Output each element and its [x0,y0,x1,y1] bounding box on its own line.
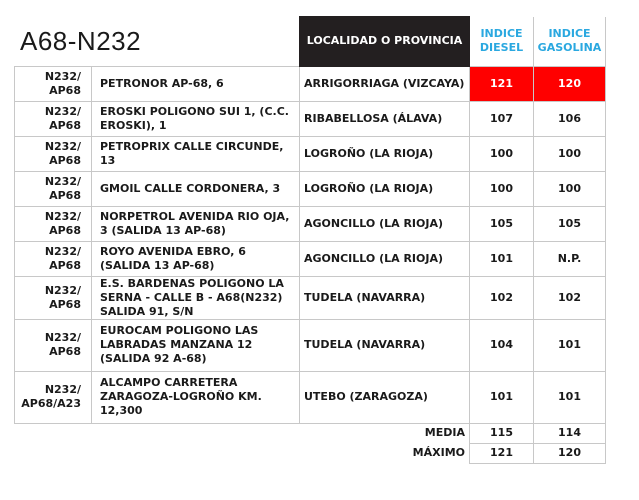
table-row [15,241,606,276]
carretera-cell: N232/ AP68 [15,276,92,319]
estacion-cell: ROYO AVENIDA EBRO, 6 (SALIDA 13 AP-68) [92,241,300,276]
summary-gasolina: 114 [534,423,606,443]
estacion-cell: E.S. BARDENAS POLIGONO LA SERNA - CALLE B - A68(N232) SALIDA 91, S/N [92,276,300,319]
carretera-cell: N232/ AP68 [15,171,92,206]
estacion-cell: PETRONOR AP-68, 6 [92,66,300,101]
localidad-cell: AGONCILLO (LA RIOJA) [300,241,470,276]
table-row [15,319,606,371]
localidad-cell: TUDELA (NAVARRA) [300,319,470,371]
estacion-cell: GMOIL CALLE CORDONERA, 3 [92,171,300,206]
gasolina-cell: 120 [534,66,606,101]
diesel-cell: 101 [470,371,534,423]
estacion-cell: EUROCAM POLIGONO LAS LABRADAS MANZANA 12 (SALIDA 92 A-68) [92,319,300,371]
localidad-cell: LOGROÑO (LA RIOJA) [300,171,470,206]
localidad-cell: LOGROÑO (LA RIOJA) [300,136,470,171]
header-localidad: LOCALIDAD O PROVINCIA [300,17,470,67]
gasolina-cell: 100 [534,171,606,206]
carretera-cell: N232/ AP68 [15,101,92,136]
estacion-cell: EROSKI POLIGONO SUI 1, (C.C. EROSKI), 1 [92,101,300,136]
table-row [15,101,606,136]
summary-row [15,423,606,443]
header-gasolina: INDICE GASOLINA [534,17,606,67]
summary-spacer [15,423,300,443]
carretera-cell: N232/ AP68 [15,206,92,241]
estacion-cell: ALCAMPO CARRETERA ZARAGOZA-LOGROÑO KM. 12,300 [92,371,300,423]
carretera-cell: N232/ AP68 [15,319,92,371]
carretera-cell: N232/ AP68 [15,66,92,101]
gasolina-cell: 100 [534,136,606,171]
diesel-cell: 102 [470,276,534,319]
carretera-cell: N232/ AP68/A23 [15,371,92,423]
diesel-cell: 107 [470,101,534,136]
estacion-cell: NORPETROL AVENIDA RIO OJA, 3 (SALIDA 13 AP-68) [92,206,300,241]
summary-spacer [15,443,300,463]
carretera-cell: N232/ AP68 [15,136,92,171]
diesel-cell: 100 [470,171,534,206]
gasolina-cell: N.P. [534,241,606,276]
page-title: A68-N232 [20,26,142,56]
table-row [15,206,606,241]
fuel-price-table [14,16,606,464]
localidad-cell: UTEBO (ZARAGOZA) [300,371,470,423]
diesel-cell: 101 [470,241,534,276]
summary-gasolina: 120 [534,443,606,463]
gasolina-cell: 102 [534,276,606,319]
table-row [15,371,606,423]
summary-label: MEDIA [300,423,470,443]
gasolina-cell: 106 [534,101,606,136]
diesel-cell: 104 [470,319,534,371]
summary-diesel: 115 [470,423,534,443]
localidad-cell: ARRIGORRIAGA (VIZCAYA) [300,66,470,101]
estacion-cell: PETROPRIX CALLE CIRCUNDE, 13 [92,136,300,171]
localidad-cell: AGONCILLO (LA RIOJA) [300,206,470,241]
gasolina-cell: 101 [534,371,606,423]
summary-label: MÁXIMO [300,443,470,463]
gasolina-cell: 101 [534,319,606,371]
gasolina-cell: 105 [534,206,606,241]
summary-diesel: 121 [470,443,534,463]
header-diesel: INDICE DIESEL [470,17,534,67]
table-row [15,171,606,206]
diesel-cell: 105 [470,206,534,241]
localidad-cell: TUDELA (NAVARRA) [300,276,470,319]
diesel-cell: 121 [470,66,534,101]
table-row [15,276,606,319]
header-spacer [15,17,300,67]
localidad-cell: RIBABELLOSA (ÁLAVA) [300,101,470,136]
table-row [15,66,606,101]
diesel-cell: 100 [470,136,534,171]
table-row [15,136,606,171]
carretera-cell: N232/ AP68 [15,241,92,276]
summary-row [15,443,606,463]
